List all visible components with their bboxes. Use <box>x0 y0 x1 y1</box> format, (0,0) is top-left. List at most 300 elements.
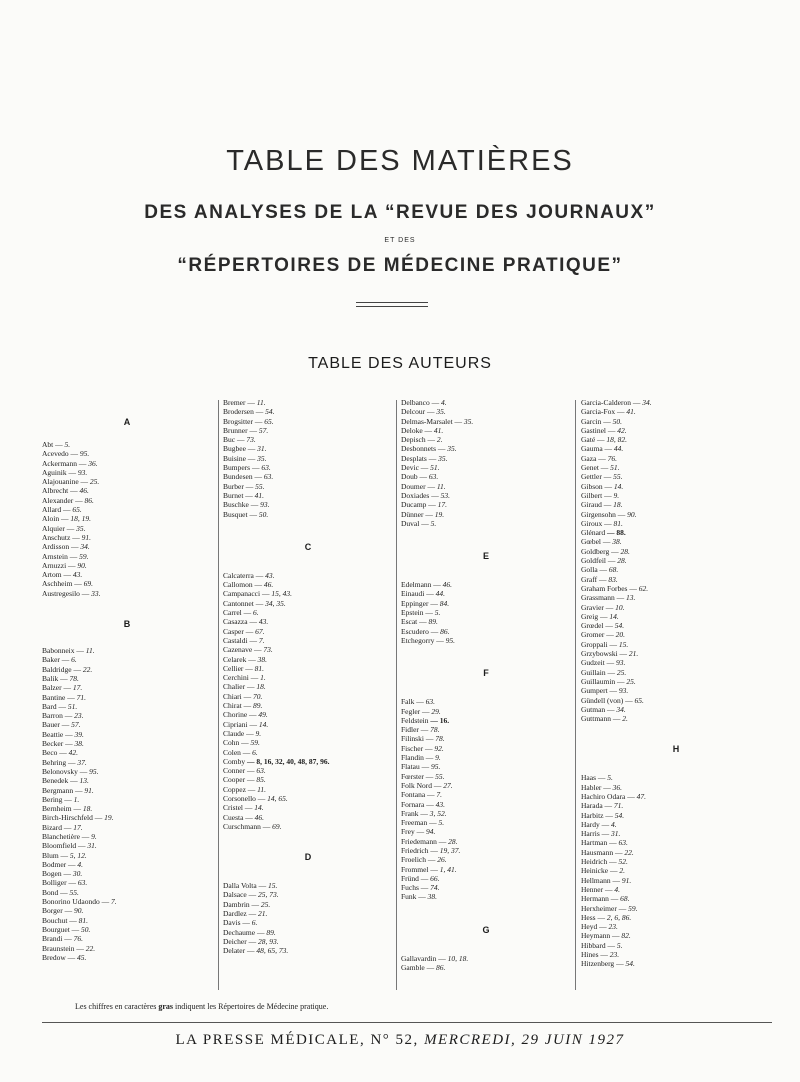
page-numbers: — 38. <box>601 537 622 546</box>
author-name: Gaté <box>581 435 596 445</box>
author-entry <box>401 800 571 809</box>
author-entry <box>401 716 571 725</box>
page-numbers: — 42. <box>57 748 78 757</box>
page-numbers: — 44. <box>424 589 445 598</box>
spacer <box>401 645 571 663</box>
author-entry <box>42 916 212 925</box>
page-numbers: — 65. <box>623 696 644 705</box>
author-entry <box>581 491 771 500</box>
author-name: Dambrin <box>223 899 250 909</box>
page-numbers: — 95. <box>434 636 455 645</box>
page-numbers: — 81. <box>243 664 264 673</box>
author-name: Doub <box>401 472 418 482</box>
author-entry <box>223 510 393 519</box>
author-name: Austregesilo <box>42 588 80 598</box>
author-entry <box>223 426 393 435</box>
spacer <box>223 867 393 881</box>
page-subtitle: DES ANALYSES DE LA “REVUE DES JOURNAUX” <box>144 202 656 223</box>
page-numbers: — 22. <box>72 665 93 674</box>
author-name: Casazza <box>223 617 248 627</box>
author-name: Gauma <box>581 444 603 454</box>
author-entry <box>401 790 571 799</box>
author-name: Gumpert <box>581 686 608 696</box>
author-entry <box>401 608 571 617</box>
spacer <box>401 940 571 954</box>
author-name: Callomon <box>223 580 253 590</box>
author-name: Chirat <box>223 701 242 711</box>
page-numbers: — 3, 52. <box>419 809 447 818</box>
author-name: Corsonello <box>223 793 256 803</box>
page-numbers: — 55. <box>244 482 265 491</box>
author-entry <box>581 417 771 426</box>
author-name: Friedrich <box>401 845 429 855</box>
author-entry <box>223 655 393 664</box>
author-name: Braunstein <box>42 943 75 953</box>
author-entry <box>42 440 212 449</box>
author-name: Fontana <box>401 790 426 800</box>
author-name: Bergmann <box>42 785 74 795</box>
author-name: Buschke <box>223 500 249 510</box>
page-numbers: — 95. <box>69 449 90 458</box>
author-name: Anschutz <box>42 532 71 542</box>
page-numbers: — 9. <box>80 832 97 841</box>
page-numbers: — 76. <box>596 454 617 463</box>
page-numbers: — 83. <box>597 575 618 584</box>
author-column-2 <box>223 398 393 956</box>
page-numbers: — 10. <box>604 603 625 612</box>
author-name: Comby <box>223 756 246 766</box>
author-name: Buisine <box>223 453 246 463</box>
author-entry <box>42 579 212 588</box>
page-numbers: — 65. <box>61 505 82 514</box>
page-numbers: — 18. <box>245 682 266 691</box>
author-name: Cristel <box>223 803 243 813</box>
author-name: Gromer <box>581 630 605 640</box>
author-column-4 <box>581 398 771 969</box>
page-numbers: — 19, 37. <box>429 846 461 855</box>
spacer <box>42 398 212 412</box>
author-name: Graham Forbes <box>581 583 628 593</box>
section-letter: G <box>482 924 490 935</box>
author-entry <box>581 792 771 801</box>
author-entry <box>223 900 393 909</box>
page-numbers: — 51. <box>599 463 620 472</box>
author-name: Baker <box>42 655 60 665</box>
author-entry <box>223 398 393 407</box>
page-numbers: — 70. <box>242 692 263 701</box>
page-numbers: — 18. <box>602 500 623 509</box>
section-letter: F <box>483 668 489 679</box>
author-name: Feldstein <box>401 715 429 725</box>
author-name: Desplats <box>401 453 427 463</box>
page-numbers: — 7. <box>425 790 442 799</box>
author-name: Allard <box>42 505 62 515</box>
author-entry <box>401 762 571 771</box>
author-entry <box>401 753 571 762</box>
page-numbers: — 17. <box>62 823 83 832</box>
author-name: Bard <box>42 701 57 711</box>
author-entry <box>223 407 393 416</box>
page-numbers: — 69. <box>72 579 93 588</box>
page-numbers: — 9. <box>244 729 261 738</box>
author-entry <box>581 941 771 950</box>
author-entry <box>223 435 393 444</box>
author-entry <box>401 846 571 855</box>
author-entry <box>401 734 571 743</box>
author-entry <box>581 885 771 894</box>
page-numbers: — 28, 93. <box>247 937 279 946</box>
author-entry <box>223 822 393 831</box>
author-entry <box>581 783 771 792</box>
author-entry <box>223 785 393 794</box>
page-numbers: — 14. <box>248 720 269 729</box>
author-entry <box>401 827 571 836</box>
author-name: Funk <box>401 892 417 902</box>
author-entry <box>223 701 393 710</box>
author-entry <box>42 860 212 869</box>
page-numbers: — 17. <box>62 683 83 692</box>
author-name: Goldfeil <box>581 556 606 566</box>
author-name: Fœrster <box>401 771 424 781</box>
author-entry <box>42 702 212 711</box>
author-entry <box>223 444 393 453</box>
author-name: Hachiro Odara <box>581 791 626 801</box>
author-name: Burnet <box>223 490 244 500</box>
author-entry <box>581 444 771 453</box>
author-entry <box>401 883 571 892</box>
page-numbers: — 54. <box>604 621 625 630</box>
author-entry <box>223 636 393 645</box>
page-numbers: — 37. <box>66 758 87 767</box>
page-numbers: — 39. <box>63 730 84 739</box>
author-name: Escudero <box>401 626 429 636</box>
page-numbers: — 34. <box>69 542 90 551</box>
author-name: Delbanco <box>401 398 430 407</box>
page-numbers: — 22. <box>613 848 634 857</box>
author-name: Delcour <box>401 407 426 417</box>
author-name: Bundesen <box>223 472 253 482</box>
page-numbers: — 52. <box>607 857 628 866</box>
issue-number: N° 52, <box>370 1032 419 1048</box>
author-entry <box>401 781 571 790</box>
page-numbers: — 44. <box>603 444 624 453</box>
author-entry <box>42 570 212 579</box>
author-entry <box>581 686 771 695</box>
author-name: Graff <box>581 574 598 584</box>
author-entry <box>42 486 212 495</box>
author-name: Glénard <box>581 528 606 538</box>
author-name: Delater <box>223 946 246 956</box>
page-numbers: — 41. <box>615 407 636 416</box>
author-name: Giraud <box>581 500 602 510</box>
page-numbers: — 42. <box>606 426 627 435</box>
author-name: Deicher <box>223 936 247 946</box>
page-numbers: — 31. <box>76 841 97 850</box>
author-name: Ducamp <box>401 500 427 510</box>
author-name: Gravier <box>581 602 604 612</box>
page-numbers: — 16. <box>429 716 450 725</box>
page-numbers: — 46. <box>243 813 264 822</box>
author-entry <box>223 937 393 946</box>
author-entry <box>223 482 393 491</box>
page-numbers: — 27. <box>432 781 453 790</box>
page-numbers: — 85. <box>245 775 266 784</box>
author-entry <box>581 838 771 847</box>
author-entry <box>401 627 571 636</box>
author-entry <box>42 888 212 897</box>
author-entry <box>401 435 571 444</box>
author-name: Aguinik <box>42 467 67 477</box>
page-numbers: — 45. <box>66 953 87 962</box>
author-entry <box>42 813 212 822</box>
author-name: Cipriani <box>223 719 248 729</box>
author-name: Blum <box>42 850 59 860</box>
page-numbers: — 19. <box>424 510 445 519</box>
page-numbers: — 50. <box>70 925 91 934</box>
author-name: Campanacci <box>223 589 261 599</box>
page-numbers: — 4. <box>600 820 617 829</box>
page-numbers: — 46. <box>68 486 89 495</box>
author-name: Guttmann <box>581 714 611 724</box>
author-entry <box>42 720 212 729</box>
author-name: Bodmer <box>42 859 67 869</box>
page-numbers: — 28. <box>437 837 458 846</box>
author-entry <box>401 855 571 864</box>
page-numbers: — 18. <box>72 804 93 813</box>
page-numbers: — 63. <box>253 472 274 481</box>
author-entry <box>223 748 393 757</box>
page-numbers: — 5. <box>596 773 613 782</box>
author-name: Fegler <box>401 706 421 716</box>
page-numbers: — 51. <box>419 463 440 472</box>
author-entry <box>581 510 771 519</box>
author-entry <box>581 612 771 621</box>
page-numbers: — 13. <box>615 593 636 602</box>
page-numbers: — 48, 65, 73. <box>245 946 288 955</box>
author-name: Freeman <box>401 818 428 828</box>
page-numbers: — 31. <box>600 829 621 838</box>
author-entry <box>42 776 212 785</box>
author-entry <box>223 928 393 937</box>
author-name: Aschheim <box>42 579 73 589</box>
page-numbers: — 54. <box>254 407 275 416</box>
page-numbers: — 13. <box>68 776 89 785</box>
page-numbers: — 17. <box>426 500 447 509</box>
page-numbers: — 91. <box>611 876 632 885</box>
page-numbers: — 65. <box>253 417 274 426</box>
page-numbers: — 36. <box>77 459 98 468</box>
author-entry <box>581 857 771 866</box>
page-numbers: — 62. <box>627 584 648 593</box>
author-name: Cerchini <box>223 673 249 683</box>
author-name: Ackermann <box>42 458 77 468</box>
author-entry <box>581 668 771 677</box>
page-numbers: — 11. <box>246 785 266 794</box>
author-name: Devic <box>401 463 419 473</box>
author-entry <box>223 417 393 426</box>
spacer <box>42 598 212 614</box>
page-numbers: — 30. <box>62 869 83 878</box>
page-numbers: — 89. <box>255 928 276 937</box>
author-name: Gastinel <box>581 425 606 435</box>
author-entry <box>581 913 771 922</box>
author-entry <box>581 593 771 602</box>
author-name: Dalsace <box>223 890 247 900</box>
page-numbers: — 57. <box>248 426 269 435</box>
author-entry <box>223 599 393 608</box>
section-letter: D <box>304 852 312 863</box>
author-name: Gallavardin <box>401 953 437 963</box>
author-name: Artom <box>42 570 62 580</box>
page-numbers: — 11. <box>75 646 95 655</box>
author-name: Calcaterra <box>223 570 254 580</box>
author-name: Bantine <box>42 692 66 702</box>
spacer <box>223 519 393 537</box>
author-name: Frommel <box>401 864 429 874</box>
journal-name: LA PRESSE MÉDICALE, <box>175 1032 366 1048</box>
author-entry <box>401 472 571 481</box>
section-letter: B <box>123 619 131 630</box>
author-entry <box>42 748 212 757</box>
author-entry <box>401 818 571 827</box>
author-name: Castaldi <box>223 635 248 645</box>
author-name: Carrel <box>223 608 242 618</box>
author-entry <box>581 950 771 959</box>
page-numbers: — 55. <box>58 888 79 897</box>
page-numbers: — 20. <box>604 630 625 639</box>
author-name: Gaza <box>581 453 597 463</box>
author-name: Arnuzzi <box>42 560 67 570</box>
author-entry <box>401 697 571 706</box>
author-name: Arnstein <box>42 551 68 561</box>
page-numbers: — 15. <box>608 640 629 649</box>
author-name: Hines <box>581 950 599 960</box>
page-numbers: — 63. <box>245 766 266 775</box>
author-name: Duval <box>401 518 420 528</box>
author-entry <box>223 946 393 955</box>
subtitle-conjunction: ET DES <box>384 237 416 244</box>
author-entry <box>42 730 212 739</box>
author-entry <box>581 556 771 565</box>
author-entry <box>581 630 771 639</box>
author-name: Etchegorry <box>401 635 435 645</box>
author-name: Baldridge <box>42 664 72 674</box>
author-entry <box>42 674 212 683</box>
page-numbers: — 81. <box>602 519 623 528</box>
author-entry <box>401 491 571 500</box>
page-numbers: — 19. <box>93 813 114 822</box>
page-numbers: — 95. <box>420 762 441 771</box>
author-name: Gutman <box>581 704 606 714</box>
author-name: Casper <box>223 626 244 636</box>
author-entry <box>42 496 212 505</box>
author-name: Hess <box>581 912 596 922</box>
author-name: Barron <box>42 711 63 721</box>
author-entry <box>223 909 393 918</box>
page-numbers: — 9. <box>424 753 441 762</box>
footnote: Les chiffres en caractères gras indiquent les Répertoires de Médecine pratique. <box>75 1002 329 1011</box>
author-entry <box>581 565 771 574</box>
page-numbers: — 6. <box>241 748 258 757</box>
author-name: Giroux <box>581 518 603 528</box>
page-numbers: — 5. <box>606 941 623 950</box>
author-name: Filinski <box>401 734 424 744</box>
author-name: Flandin <box>401 753 424 763</box>
page-numbers: — 25. <box>615 677 636 686</box>
author-entry <box>401 398 571 407</box>
page-numbers: — 8, 16, 32, 40, 48, 87, 96. <box>245 757 329 766</box>
page-numbers: — 15. <box>257 881 278 890</box>
page-numbers: — 2. <box>608 866 625 875</box>
author-entry <box>223 664 393 673</box>
author-name: Habler <box>581 782 602 792</box>
author-name: Balik <box>42 673 59 683</box>
author-entry <box>42 832 212 841</box>
author-name: Curschmann <box>223 821 261 831</box>
author-name: Cuesta <box>223 812 244 822</box>
author-entry <box>223 673 393 682</box>
page-numbers: — 43. <box>62 570 83 579</box>
page-numbers: — 35. <box>65 524 86 533</box>
author-name: Buc <box>223 435 236 445</box>
page-numbers: — 2. <box>611 714 628 723</box>
author-entry <box>223 454 393 463</box>
author-entry <box>42 459 212 468</box>
author-entry <box>581 649 771 658</box>
author-name: Garcia-Fox <box>581 407 616 417</box>
page-numbers: — 14. <box>243 803 264 812</box>
spacer <box>401 528 571 546</box>
author-entry <box>581 640 771 649</box>
author-entry <box>401 892 571 901</box>
author-name: Heymann <box>581 931 611 941</box>
page-numbers: — 68. <box>598 565 619 574</box>
author-entry <box>42 851 212 860</box>
page-numbers: — 35. <box>246 454 267 463</box>
page-numbers: — 38. <box>246 655 267 664</box>
author-name: Bizard <box>42 822 62 832</box>
author-name: Dechaume <box>223 927 256 937</box>
spacer <box>42 634 212 646</box>
author-entry <box>581 959 771 968</box>
page-numbers: — 91. <box>73 786 94 795</box>
author-entry <box>223 813 393 822</box>
page-numbers: — 93. <box>605 658 626 667</box>
page-numbers: — 91. <box>70 533 91 542</box>
author-name: Brunner <box>223 425 248 435</box>
author-entry <box>42 953 212 962</box>
author-name: Bernheim <box>42 804 72 814</box>
page-numbers: — 53. <box>429 491 450 500</box>
page-numbers: — 46. <box>431 580 452 589</box>
page-numbers: — 4. <box>603 885 620 894</box>
author-name: Chorine <box>223 710 248 720</box>
author-entry <box>581 482 771 491</box>
column-divider <box>396 400 397 990</box>
page-numbers: — 69. <box>261 822 282 831</box>
author-entry <box>223 794 393 803</box>
page-numbers: — 6. <box>60 655 77 664</box>
divider-rule <box>356 302 428 303</box>
author-entry <box>42 655 212 664</box>
author-entry <box>581 454 771 463</box>
author-entry <box>581 398 771 407</box>
author-entry <box>581 500 771 509</box>
author-column-1 <box>42 398 212 962</box>
author-entry <box>42 841 212 850</box>
author-entry <box>401 444 571 453</box>
author-name: Davis <box>223 918 241 928</box>
